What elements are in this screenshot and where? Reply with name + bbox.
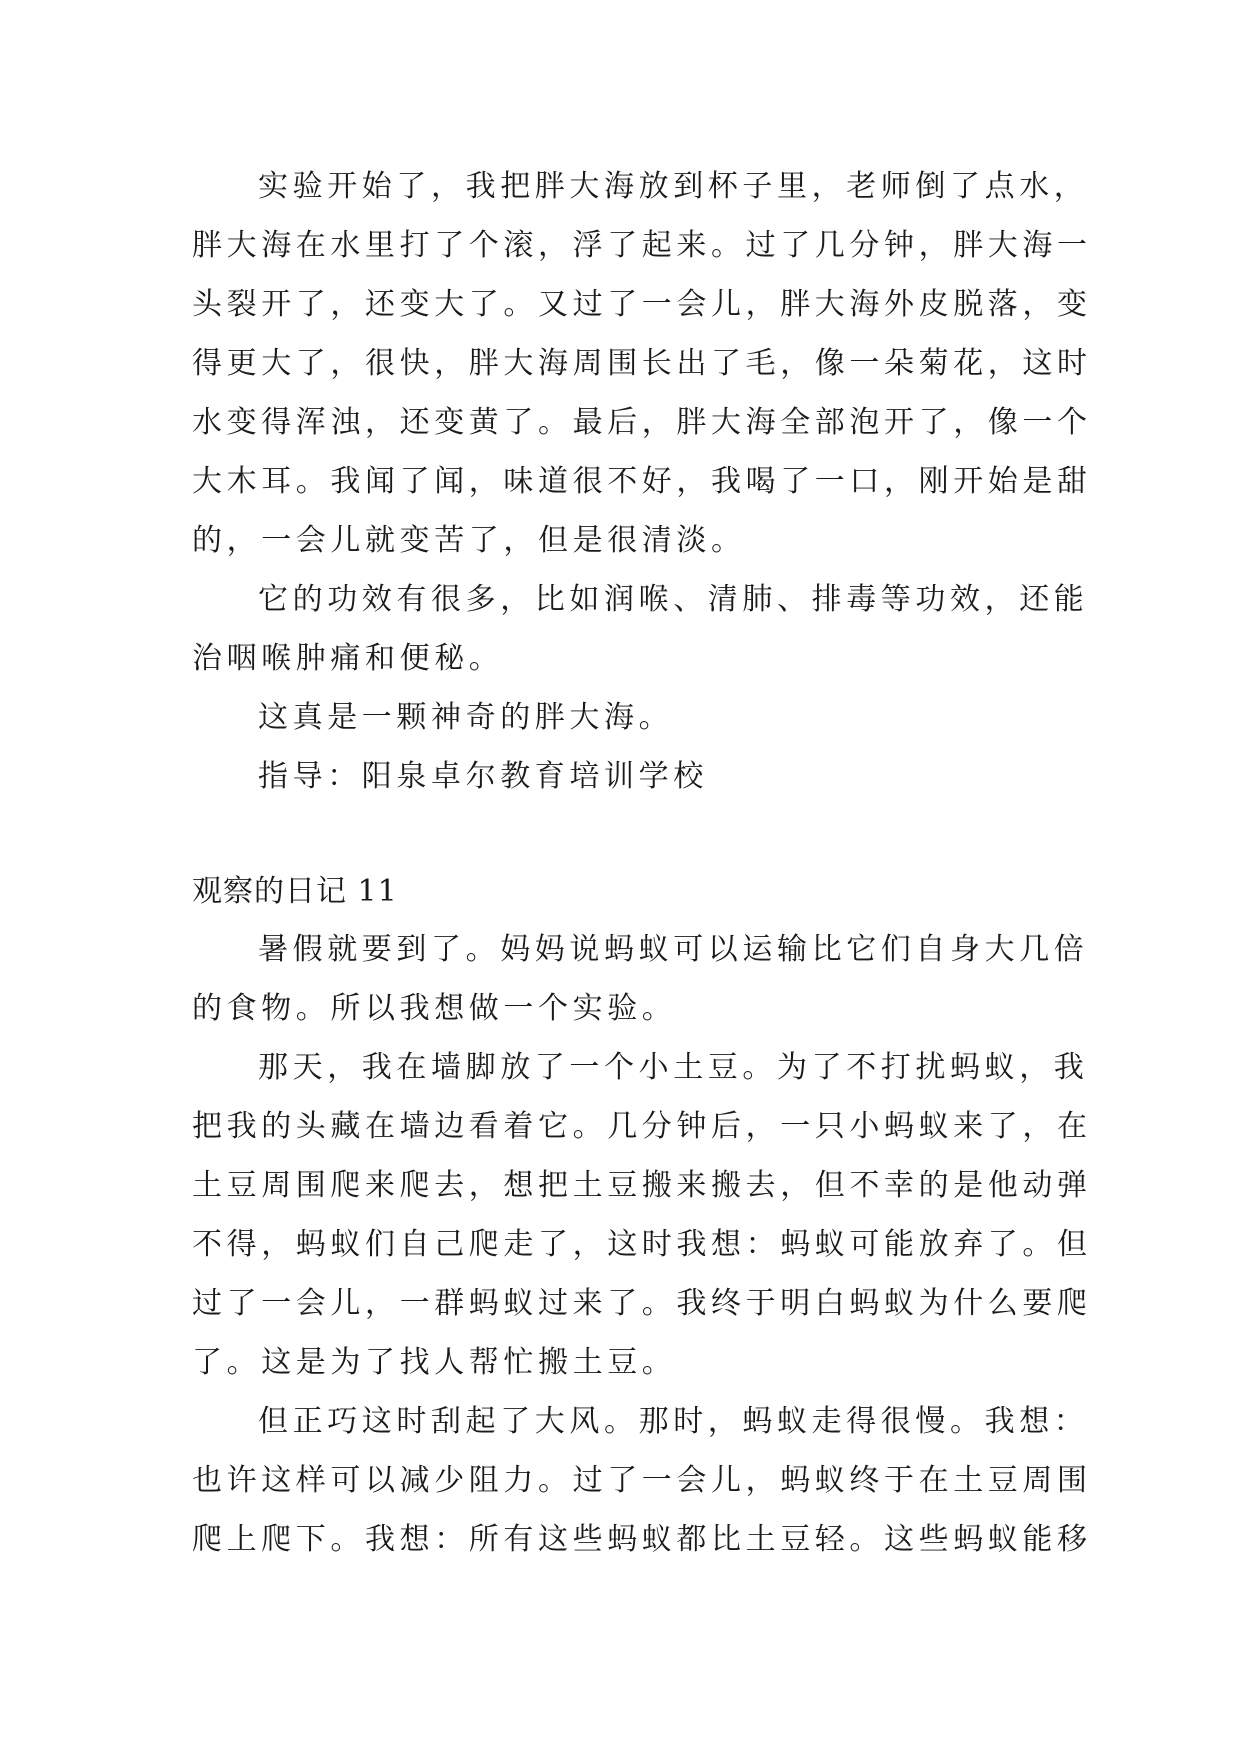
paragraph-line: 暑假就要到了。妈妈说蚂蚁可以运输比它们自身大几倍 xyxy=(258,932,1089,967)
paragraph-line: 过了一会儿，一群蚂蚁过来了。我终于明白蚂蚁为什么要爬 xyxy=(192,1286,1092,1321)
paragraph-line: 土豆周围爬来爬去，想把土豆搬来搬去，但不幸的是他动弹 xyxy=(192,1168,1092,1203)
section-b-body xyxy=(192,920,1092,1569)
paragraph-line: 这真是一颗神奇的胖大海。 xyxy=(258,700,674,735)
section-heading: 观察的日记 11 xyxy=(192,874,398,909)
paragraph-line: 治咽喉肿痛和便秘。 xyxy=(192,641,504,676)
paragraph-line: 头裂开了，还变大了。又过了一会儿，胖大海外皮脱落，变 xyxy=(192,287,1092,322)
paragraph-line: 把我的头藏在墙边看着它。几分钟后，一只小蚂蚁来了，在 xyxy=(192,1109,1092,1144)
paragraph-line: 大木耳。我闻了闻，味道很不好，我喝了一口，刚开始是甜 xyxy=(192,464,1092,499)
guidance-line: 指导：阳泉卓尔教育培训学校 xyxy=(258,759,708,794)
paragraph-line: 水变得浑浊，还变黄了。最后，胖大海全部泡开了，像一个 xyxy=(192,405,1092,440)
paragraph-line: 不得，蚂蚁们自己爬走了，这时我想：蚂蚁可能放弃了。但 xyxy=(192,1227,1092,1262)
paragraph-line: 实验开始了，我把胖大海放到杯子里，老师倒了点水， xyxy=(258,169,1089,204)
paragraph-line: 的，一会儿就变苦了，但是很清淡。 xyxy=(192,523,746,558)
paragraph-line: 胖大海在水里打了个滚，浮了起来。过了几分钟，胖大海一 xyxy=(192,228,1092,263)
paragraph-line: 爬上爬下。我想：所有这些蚂蚁都比土豆轻。这些蚂蚁能移 xyxy=(192,1522,1092,1557)
paragraph-line: 得更大了，很快，胖大海周围长出了毛，像一朵菊花，这时 xyxy=(192,346,1092,381)
paragraph-line: 那天，我在墙脚放了一个小土豆。为了不打扰蚂蚁，我 xyxy=(258,1050,1089,1085)
section-a-body xyxy=(192,157,1092,806)
paragraph-line: 它的功效有很多，比如润喉、清肺、排毒等功效，还能 xyxy=(258,582,1089,617)
paragraph-line: 了。这是为了找人帮忙搬土豆。 xyxy=(192,1345,677,1380)
paragraph-line: 但正巧这时刮起了大风。那时，蚂蚁走得很慢。我想： xyxy=(258,1404,1089,1439)
paragraph-line: 的食物。所以我想做一个实验。 xyxy=(192,991,677,1026)
paragraph-line: 也许这样可以减少阻力。过了一会儿，蚂蚁终于在土豆周围 xyxy=(192,1463,1092,1498)
